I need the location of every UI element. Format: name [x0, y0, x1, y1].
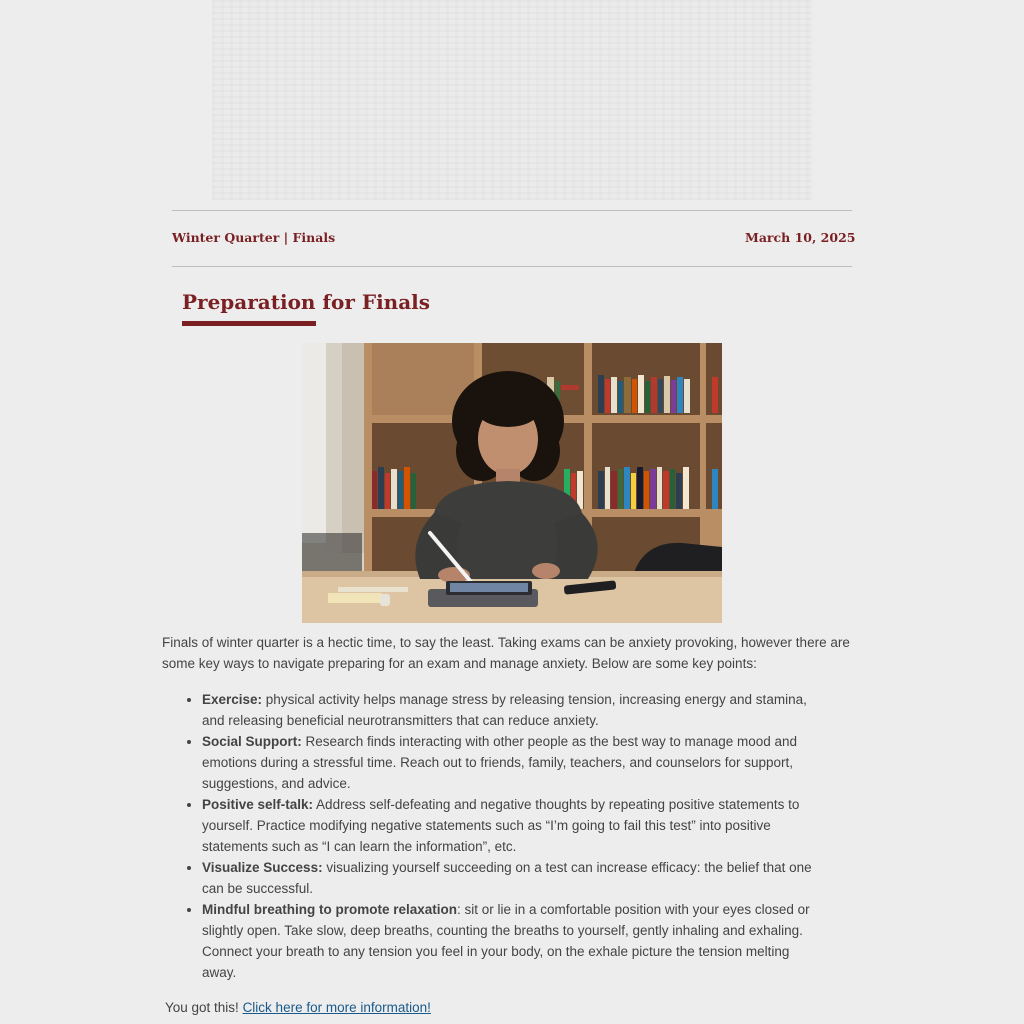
title-underline: [182, 321, 316, 326]
point-term: Mindful breathing to promote relaxation: [202, 902, 458, 917]
key-points-list: [182, 689, 814, 983]
article-photo: [302, 343, 722, 623]
point-text: : sit or lie in a comfortable position with your eyes closed or slightly open. Take slow, deep breaths, counting the breaths to yourself, gently inhaling and exhaling. Connect your breath to any tension you feel in your body, on the exhale picture the tension melting away.: [202, 902, 810, 980]
point-text: Research finds interacting with other people as the best way to manage mood and emotions during a stressful time. Reach out to friends, family, teachers, and counselors for support, suggestions, and advice.: [202, 734, 798, 791]
faded-banner-image: [212, 0, 812, 200]
intro-paragraph: Finals of winter quarter is a hectic time, to say the least. Taking exams can be anxiety provoking, however there are some key ways to navigate preparing for an exam and manage anxiety. Below are some key points:: [162, 635, 850, 671]
header-divider-bottom: [172, 266, 852, 267]
article-title: Preparation for Finals: [182, 290, 431, 314]
more-info-link[interactable]: Click here for more information!: [242, 1000, 431, 1015]
point-text: physical activity helps manage stress by releasing tension, increasing energy and stamina, and releasing beneficial neurotransmitters that can reduce anxiety.: [202, 692, 807, 728]
closing-text: You got this!: [165, 1000, 243, 1015]
point-term: Visualize Success:: [202, 860, 323, 875]
point-term: Social Support:: [202, 734, 302, 749]
list-item: [202, 857, 814, 899]
header-divider-top: [172, 210, 852, 211]
list-item: [202, 731, 814, 794]
list-item: [202, 899, 814, 983]
point-term: Exercise:: [202, 692, 263, 707]
point-text: visualizing yourself succeeding on a test can increase efficacy: the belief that one can be successful.: [202, 860, 812, 896]
closing-line: [165, 997, 431, 1018]
list-item: [202, 689, 814, 731]
point-term: Positive self-talk:: [202, 797, 314, 812]
list-item: [202, 794, 814, 857]
point-text: Address self-defeating and negative thoughts by repeating positive statements to yourself. Practice modifying negative statements such as “I’m going to fail this test” into positive statements such as “I can learn the information”, etc.: [202, 797, 800, 854]
issue-date: March 10, 2025: [745, 230, 856, 245]
category-label: Winter Quarter | Finals: [172, 230, 336, 245]
